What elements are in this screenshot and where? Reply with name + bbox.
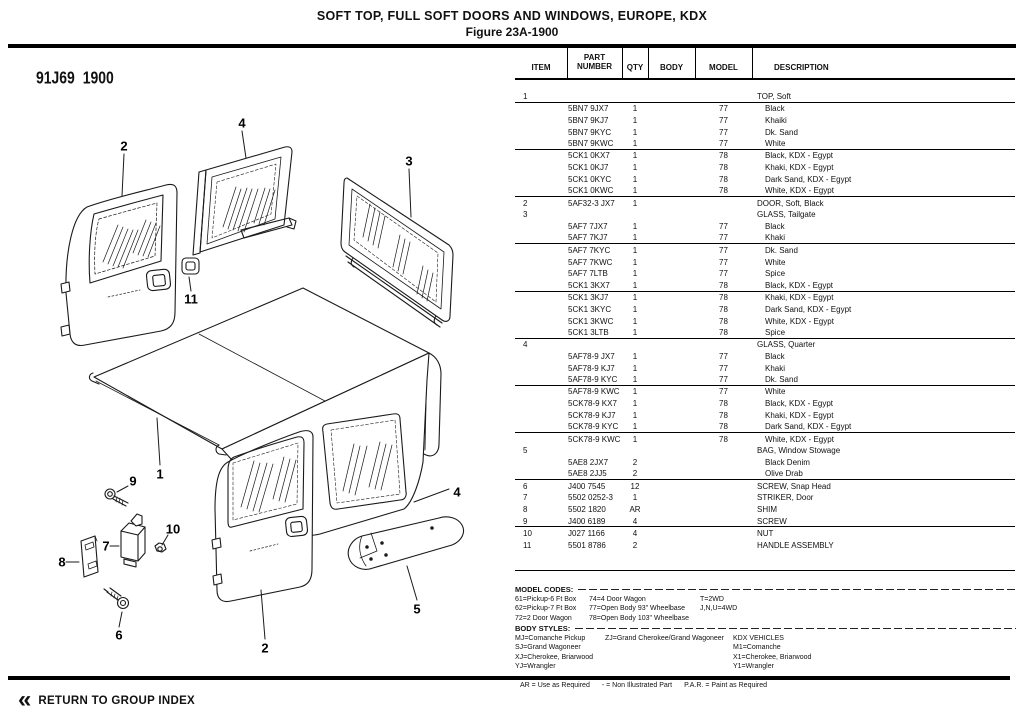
description-cell: Dark Sand, KDX - Egypt [765, 422, 852, 432]
description-cell: TOP, Soft [757, 91, 791, 101]
table-row [515, 374, 1015, 386]
table-row [515, 162, 1015, 174]
qty-cell: 1 [632, 186, 638, 196]
model-cell: 78 [719, 327, 728, 337]
qty-cell: 1 [632, 399, 638, 409]
table-row [515, 480, 1015, 492]
table-row [515, 539, 1015, 551]
table-row [515, 115, 1015, 127]
model-cell: 78 [719, 151, 728, 161]
part-number-cell: 5AF7 7KJ7 [568, 233, 608, 243]
description-cell: GLASS, Quarter [757, 340, 816, 350]
body-styles-col1 [515, 634, 593, 671]
table-row [515, 433, 1015, 445]
table-row [515, 362, 1015, 374]
soft-door-lower-drawing [212, 431, 313, 602]
part-number-cell: J400 7545 [568, 481, 606, 491]
model-cell: 77 [719, 351, 728, 361]
body-styles-label: BODY STYLES: [515, 623, 571, 633]
model-codes-col3 [700, 595, 737, 614]
part-number-cell: 5BN7 9KYC [568, 127, 612, 137]
qty-cell: 1 [632, 174, 638, 184]
figure-number: Figure 23A-1900 [465, 25, 559, 39]
part-number-cell: 5AF78-9 KJ7 [568, 363, 615, 373]
qty-cell: 12 [630, 481, 640, 491]
table-row [515, 445, 1015, 457]
code-line: T=2WD [700, 596, 724, 603]
part-number-cell: 5CK1 3KX7 [568, 280, 610, 290]
qty-cell: 1 [632, 387, 638, 397]
diagram-callout-1: 1 [156, 466, 164, 482]
table-row [515, 233, 1015, 245]
model-cell: 78 [719, 304, 728, 314]
code-line: YJ=Wrangler [515, 662, 556, 670]
table-row [515, 492, 1015, 504]
description-cell: White [765, 257, 786, 267]
description-cell: Khaki, KDX - Egypt [765, 292, 834, 302]
code-line: 72=2 Door Wagon [515, 614, 572, 622]
table-row [515, 351, 1015, 363]
table-row [515, 410, 1015, 422]
col-header-body: BODY [659, 63, 684, 72]
description-cell: BAG, Window Stowage [757, 446, 841, 456]
qty-cell: 1 [632, 269, 638, 279]
description-cell: Black, KDX - Egypt [765, 399, 834, 409]
code-line: 77=Open Body 93" Wheelbase [589, 605, 686, 613]
qty-cell: 4 [632, 528, 638, 538]
table-row [515, 527, 1015, 539]
nut-10-drawing [155, 543, 166, 552]
model-codes-grid [515, 595, 1016, 624]
description-cell: Khaki [765, 363, 786, 373]
code-line: M1=Comanche [733, 644, 781, 652]
diagram-callout-9: 9 [129, 473, 137, 489]
table-row [515, 244, 1015, 256]
qty-cell: 4 [632, 516, 638, 526]
description-cell: Khaki [765, 233, 786, 243]
body-styles-col2 [605, 634, 724, 643]
model-codes-col1 [515, 595, 576, 623]
body-styles-grid [515, 634, 1016, 673]
part-number-cell: 5AF78-9 KYC [568, 375, 618, 385]
description-cell: Black [765, 222, 785, 232]
code-line: 62=Pickup-7 Ft Box [515, 605, 577, 613]
bottom-rule-bar [8, 676, 1010, 680]
model-cell: 78 [719, 174, 728, 184]
dash-rule [578, 589, 1016, 590]
model-cell: 77 [719, 363, 728, 373]
diagram-callout-8: 8 [58, 554, 66, 570]
table-row [515, 398, 1015, 410]
return-to-group-index-link[interactable] [18, 686, 196, 713]
qty-cell: 1 [632, 363, 638, 373]
description-cell: Black [765, 351, 785, 361]
table-row [515, 421, 1015, 433]
description-cell: Khaki, KDX - Egypt [765, 163, 834, 173]
model-cell: 78 [719, 316, 728, 326]
part-number-cell: 5CK1 0KX7 [568, 151, 610, 161]
part-number-cell: 5AE8 2JX7 [568, 458, 609, 468]
qty-cell: 1 [632, 257, 638, 267]
double-chevron-left-icon: « [18, 686, 30, 713]
part-number-cell: 5BN7 9KJ7 [568, 115, 609, 125]
qty-cell: 1 [632, 410, 638, 420]
table-row [515, 516, 1015, 528]
description-cell: White, KDX - Egypt [765, 186, 834, 196]
table-bottom-rule [515, 570, 1015, 571]
description-cell: Dk. Sand [765, 127, 798, 137]
code-line: Y1=Wrangler [733, 662, 774, 670]
item-cell: 9 [523, 516, 528, 526]
table-row [515, 504, 1015, 516]
qty-cell: 1 [632, 422, 638, 432]
table-row [515, 138, 1015, 150]
diagram-callout-2: 2 [120, 138, 128, 154]
dash-rule [575, 628, 1016, 629]
table-row [515, 150, 1015, 162]
qty-cell: 1 [632, 104, 638, 114]
model-cell: 77 [719, 375, 728, 385]
table-row [515, 457, 1015, 469]
tailgate-glass-drawing [341, 178, 453, 327]
parts-table-header [515, 47, 1015, 78]
stowage-bag-drawing [348, 517, 463, 570]
col-header-qty: QTY [626, 63, 644, 72]
code-line: X1=Cherokee, Briarwood [733, 653, 812, 661]
description-cell: GLASS, Tailgate [757, 210, 816, 220]
description-cell: SCREW, Snap Head [757, 481, 831, 491]
code-line: XJ=Cherokee, Briarwood [515, 653, 594, 661]
code-line: J,N,U=4WD [700, 605, 738, 613]
description-cell: Dk. Sand [765, 375, 798, 385]
code-line: ZJ=Grand Cherokee/Grand Wagoneer [605, 635, 724, 642]
model-codes-col2 [589, 595, 689, 623]
table-row [515, 303, 1015, 315]
page-title: SOFT TOP, FULL SOFT DOORS AND WINDOWS, EUROPE, KDX [316, 9, 708, 23]
part-number-cell: 5CK78-9 KJ7 [568, 410, 616, 420]
part-number-cell: 5CK1 3LTB [568, 327, 609, 337]
description-cell: NUT [757, 528, 774, 538]
table-row [515, 280, 1015, 292]
part-number-cell: 5AF7 7KWC [568, 257, 613, 267]
qty-cell: 1 [632, 233, 638, 243]
description-cell: Spice [765, 269, 786, 279]
diagram-callout-4: 4 [453, 484, 461, 500]
model-cell: 77 [719, 245, 728, 255]
table-row [515, 327, 1015, 339]
shim-8-drawing [81, 536, 98, 577]
qty-cell: 1 [632, 316, 638, 326]
qty-cell: 1 [632, 151, 638, 161]
part-number-cell: 5CK78-9 KYC [568, 422, 619, 432]
qty-cell: 1 [632, 292, 638, 302]
qty-cell: 1 [632, 280, 638, 290]
model-codes-label: MODEL CODES: [515, 584, 574, 594]
item-cell: 5 [523, 446, 528, 456]
part-number-cell: 5AF7 7LTB [568, 269, 608, 279]
part-number-cell: 5AE8 2JJ5 [568, 469, 607, 479]
handle-clip-drawing [182, 258, 199, 274]
qty-cell: 1 [632, 163, 638, 173]
table-row [515, 256, 1015, 268]
diagram-callout-4: 4 [238, 115, 246, 131]
model-cell: 77 [719, 104, 728, 114]
diagram-callout-5: 5 [413, 601, 421, 617]
qty-cell: 1 [632, 327, 638, 337]
part-number-cell: 5AF78-9 KWC [568, 387, 620, 397]
screw-9-drawing [105, 489, 128, 506]
table-row [515, 315, 1015, 327]
part-number-cell: 5CK1 0KYC [568, 174, 612, 184]
qty-cell: 1 [632, 222, 638, 232]
model-cell: 77 [719, 222, 728, 232]
description-cell: STRIKER, Door [757, 493, 814, 503]
table-row [515, 103, 1015, 115]
description-cell: SCREW [757, 516, 787, 526]
code-line: 78=Open Body 103" Wheelbase [589, 614, 689, 622]
abbreviation-note: AR = Use as Required - = Non Illustrated Part P.A.R. = Paint as Required [520, 682, 768, 689]
table-row [515, 174, 1015, 186]
model-cell: 77 [719, 127, 728, 137]
qty-cell: 2 [632, 469, 638, 479]
description-cell: White [765, 139, 786, 149]
description-cell: White, KDX - Egypt [765, 316, 834, 326]
description-cell: Khaki, KDX - Egypt [765, 410, 834, 420]
description-cell: Spice [765, 327, 786, 337]
part-number-cell: 5CK1 3KYC [568, 304, 612, 314]
item-cell: 11 [523, 540, 532, 550]
body-styles-header [515, 624, 1016, 633]
part-number-cell: 5CK1 0KJ7 [568, 163, 609, 173]
table-row [515, 126, 1015, 138]
screw-6-drawing [104, 588, 129, 609]
table-row [515, 185, 1015, 197]
description-cell: Black Denim [765, 458, 810, 468]
code-line: SJ=Grand Wagoneer [515, 644, 581, 652]
model-cell: 77 [719, 233, 728, 243]
part-number-cell: 5CK1 3KJ7 [568, 292, 609, 302]
part-number-cell: 5AF7 7KYC [568, 245, 611, 255]
model-cell: 78 [719, 434, 728, 444]
qty-cell: 1 [632, 351, 638, 361]
qty-cell: 1 [632, 139, 638, 149]
item-cell: 3 [523, 210, 528, 220]
item-cell: 8 [523, 505, 528, 515]
part-number-cell: 5501 8786 [568, 540, 606, 550]
qty-cell: 1 [632, 198, 638, 208]
code-line: 61=Pickup-6 Ft Box [515, 596, 577, 603]
qty-cell: 1 [632, 115, 638, 125]
description-cell: White [765, 387, 786, 397]
diagram-callout-10: 10 [165, 521, 181, 537]
diagram-callout-11: 11 [184, 291, 198, 307]
table-row [515, 469, 1015, 481]
part-number-cell: 5AF32-3 JX7 [568, 198, 615, 208]
description-cell: HANDLE ASSEMBLY [757, 540, 834, 550]
header-underline [515, 78, 1015, 80]
qty-cell: AR [629, 505, 641, 515]
model-cell: 78 [719, 280, 728, 290]
description-cell: Black, KDX - Egypt [765, 280, 834, 290]
table-row [515, 197, 1015, 209]
model-cell: 78 [719, 410, 728, 420]
model-cell: 77 [719, 115, 728, 125]
qty-cell: 1 [632, 493, 638, 503]
description-cell: Black, KDX - Egypt [765, 151, 834, 161]
table-row [515, 386, 1015, 398]
body-styles-col3 [733, 634, 811, 671]
item-cell: 6 [523, 481, 528, 491]
description-cell: Black [765, 104, 785, 114]
col-header-description: DESCRIPTION [774, 63, 829, 72]
table-row [515, 339, 1015, 351]
table-row [515, 292, 1015, 304]
model-cell: 78 [719, 186, 728, 196]
item-cell: 7 [523, 493, 528, 503]
description-cell: Dark Sand, KDX - Egypt [765, 304, 852, 314]
model-cell: 78 [719, 399, 728, 409]
part-number-cell: 5BN7 9JX7 [568, 104, 609, 114]
qty-cell: 2 [632, 458, 638, 468]
col-header-model: MODEL [709, 63, 738, 72]
qty-cell: 1 [632, 434, 638, 444]
model-cell: 77 [719, 269, 728, 279]
part-number-cell: 5502 1820 [568, 505, 606, 515]
diagram-callout-7: 7 [102, 538, 110, 554]
item-cell: 1 [523, 91, 528, 101]
part-number-cell: 5AF7 7JX7 [568, 222, 608, 232]
code-line: MJ=Comanche Pickup [515, 635, 586, 642]
item-cell: 10 [523, 528, 532, 538]
qty-cell: 2 [632, 540, 638, 550]
part-number-cell: J400 6189 [568, 516, 606, 526]
description-cell: White, KDX - Egypt [765, 434, 834, 444]
table-row [515, 221, 1015, 233]
description-cell: Dk. Sand [765, 245, 798, 255]
qty-cell: 1 [632, 245, 638, 255]
col-header-part-number: PART NUMBER [576, 53, 613, 71]
model-cell: 77 [719, 257, 728, 267]
table-row [515, 268, 1015, 280]
description-cell: DOOR, Soft, Black [757, 198, 824, 208]
qty-cell: 1 [632, 127, 638, 137]
diagram-callout-6: 6 [115, 627, 123, 643]
parts-table-rows [515, 91, 1015, 551]
col-header-item: ITEM [531, 63, 551, 72]
qty-cell: 1 [632, 304, 638, 314]
table-row [515, 209, 1015, 221]
legend-block [515, 585, 1016, 673]
qty-cell: 1 [632, 375, 638, 385]
return-link-label: RETURN TO GROUP INDEX [38, 695, 196, 707]
description-cell: Khaiki [765, 115, 787, 125]
item-cell: 4 [523, 340, 528, 350]
description-cell: SHIM [757, 505, 777, 515]
table-row [515, 91, 1015, 103]
model-codes-header [515, 585, 1016, 594]
striker-7-drawing [121, 514, 145, 567]
model-cell: 78 [719, 163, 728, 173]
model-cell: 77 [719, 387, 728, 397]
diagram-callout-3: 3 [405, 153, 413, 169]
model-cell: 77 [719, 139, 728, 149]
soft-door-upper-drawing [61, 184, 177, 345]
item-cell: 2 [523, 198, 528, 208]
description-cell: Dark Sand, KDX - Egypt [765, 174, 852, 184]
part-number-cell: 5CK1 3KWC [568, 316, 614, 326]
code-line: 74=4 Door Wagon [589, 596, 646, 603]
description-cell: Olive Drab [765, 469, 803, 479]
model-cell: 78 [719, 422, 728, 432]
model-cell: 78 [719, 292, 728, 302]
code-line: KDX VEHICLES [733, 635, 784, 642]
diagram-callout-2: 2 [261, 640, 269, 656]
part-number-cell: 5502 0252-3 [568, 493, 613, 503]
figure-code-label: 91J69 1900 [36, 68, 114, 88]
part-number-cell: 5BN7 9KWC [568, 139, 614, 149]
part-number-cell: 5CK1 0KWC [568, 186, 614, 196]
part-number-cell: 5AF78-9 JX7 [568, 351, 615, 361]
part-number-cell: 5CK78-9 KWC [568, 434, 621, 444]
quarter-glass-upper-drawing [193, 147, 296, 255]
part-number-cell: 5CK78-9 KX7 [568, 399, 617, 409]
part-number-cell: J027 1166 [568, 528, 605, 538]
